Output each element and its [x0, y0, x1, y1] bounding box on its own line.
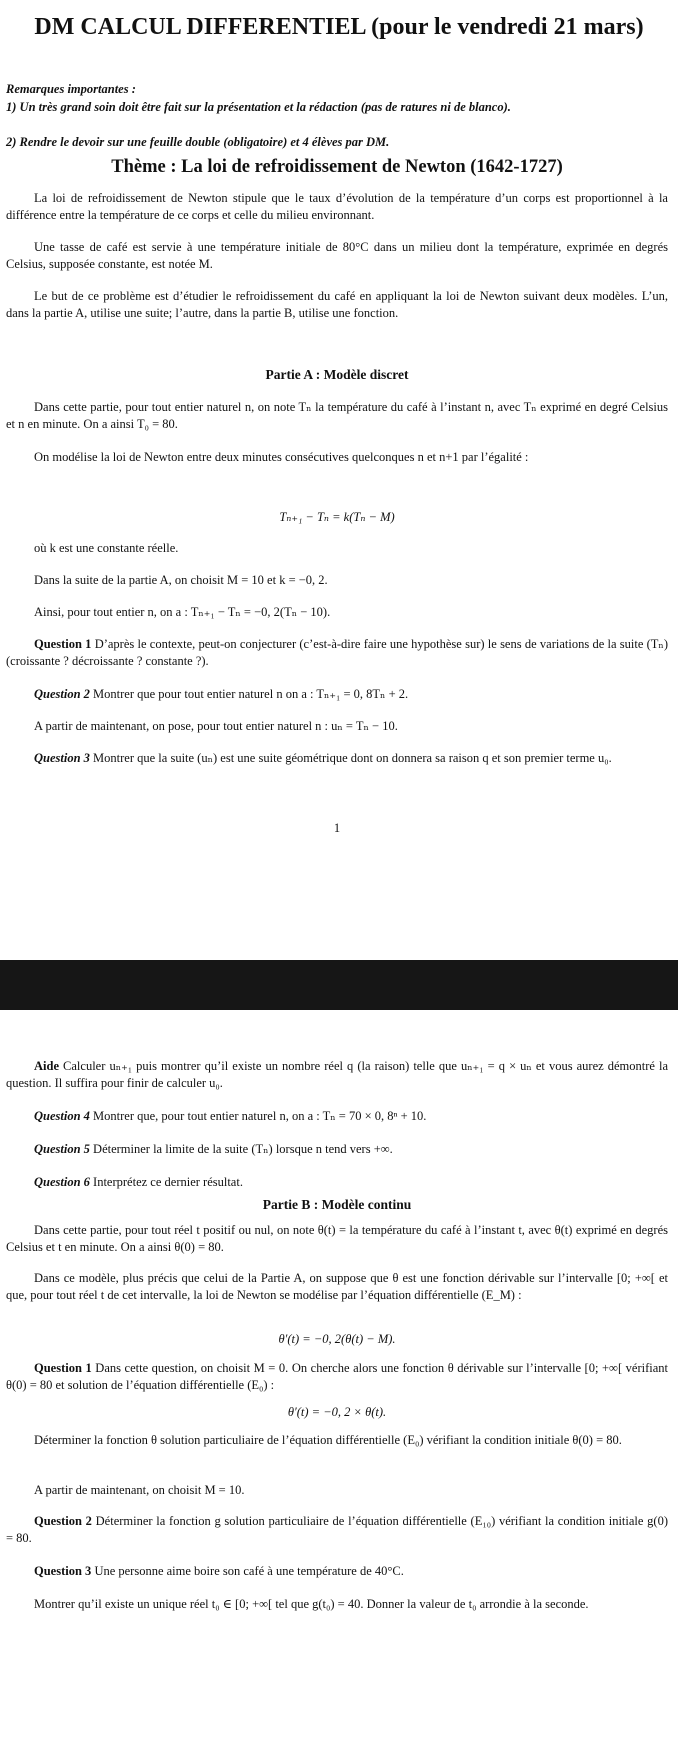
part-a-question-5	[6, 1141, 668, 1158]
part-a-paragraph-3: où k est une constante réelle.	[34, 541, 179, 555]
question-label: Question 4	[34, 1109, 90, 1123]
question-text: D’après le contexte, peut-on conjecturer (c’est-à-dire faire une hypothèse sur) le sens de variations de la suite (Tₙ) (croissante ? décroissante ? constante ?).	[6, 637, 668, 669]
part-a-paragraph-1: Dans cette partie, pour tout entier naturel n, on note Tₙ la température du café à l’instant n, avec Tₙ exprimé en degré Celsius et n en minute. On a ainsi T₀ = 80.	[6, 400, 668, 432]
part-b-question-3	[6, 1563, 668, 1580]
part-b-question-2	[6, 1513, 668, 1548]
part-a-recurrence-equation: Tₙ₊₁ − Tₙ = k(Tₙ − M)	[279, 510, 395, 524]
remarks-heading: Remarques importantes :	[6, 82, 136, 96]
part-b-paragraph-1: Dans cette partie, pour tout réel t positif ou nul, on note θ(t) = la température du café à l’instant t, avec θ(t) exprimé en degrés Celsius et t en minute. On a ainsi θ(0) = 80.	[6, 1223, 668, 1255]
part-b-heading: Partie B : Modèle continu	[262, 1197, 412, 1212]
part-a-paragraph-5: Ainsi, pour tout entier n, on a : Tₙ₊₁ − Tₙ = −0, 2(Tₙ − 10).	[34, 605, 331, 619]
page-2	[0, 1010, 678, 1755]
part-b-paragraph-5: Montrer qu’il existe un unique réel t₀ ∈ [0; +∞[ tel que g(t₀) = 40. Donner la valeur de t₀ arrondie à la seconde.	[34, 1597, 589, 1611]
part-a-question-1	[6, 636, 668, 671]
question-text: Interprétez ce dernier résultat.	[89, 1175, 243, 1189]
question-text: Montrer que pour tout entier naturel n on a : Tₙ₊₁ = 0, 8Tₙ + 2.	[89, 687, 409, 701]
aide-text: Calculer uₙ₊₁ puis montrer qu’il existe un nombre réel q (la raison) telle que uₙ₊₁ = q × uₙ et vous aurez démontré la question. Il suffira pour finir de calculer u₀.	[6, 1059, 668, 1091]
question-text: Déterminer la limite de la suite (Tₙ) lorsque n tend vers +∞.	[89, 1142, 393, 1156]
page-number: 1	[333, 821, 341, 835]
part-b-question-1	[6, 1360, 668, 1395]
part-a-question-2	[6, 686, 668, 703]
question-text: Montrer que la suite (uₙ) est une suite géométrique dont on donnera sa raison q et son premier terme u₀.	[89, 751, 612, 765]
part-b-paragraph-3: Déterminer la fonction θ solution particuliaire de l’équation différentielle (E₀) vérifiant la condition initiale θ(0) = 80.	[34, 1433, 622, 1447]
intro-paragraph-3: Le but de ce problème est d’étudier le refroidissement du café en appliquant la loi de Newton suivant deux modèles. L’un, dans la partie A, utilise une suite; l’autre, dans la partie B, utilise une fonction.	[6, 289, 668, 321]
question-label: Question 6	[34, 1175, 90, 1189]
aide-label: Aide	[34, 1059, 59, 1073]
question-label: Question 1	[34, 1361, 92, 1375]
part-b-paragraph-4: A partir de maintenant, on choisit M = 10.	[34, 1483, 245, 1497]
remark-1: 1) Un très grand soin doit être fait sur la présentation et la rédaction (pas de ratures ni de blanco).	[6, 100, 511, 114]
question-text: Montrer que, pour tout entier naturel n, on a : Tₙ = 70 × 0, 8ⁿ + 10.	[89, 1109, 427, 1123]
remark-2: 2) Rendre le devoir sur une feuille double (obligatoire) et 4 élèves par DM.	[6, 135, 390, 149]
question-label: Question 5	[34, 1142, 90, 1156]
question-label: Question 2	[34, 1514, 92, 1528]
part-a-question-4	[6, 1108, 668, 1125]
part-a-paragraph-2: On modélise la loi de Newton entre deux minutes consécutives quelconques n et n+1 par l’égalité :	[34, 450, 529, 464]
part-b-differential-equation-e0: θ′(t) = −0, 2 × θ(t).	[287, 1405, 387, 1419]
part-b-paragraph-2: Dans ce modèle, plus précis que celui de la Partie A, on suppose que θ est une fonction dérivable sur l’intervalle [0; +∞[ et que, pour tout réel t de cet intervalle, la loi de Newton se modélise par l’équation différentielle (E_M) :	[6, 1271, 668, 1303]
question-label: Question 1	[34, 637, 92, 651]
part-a-question-3	[6, 750, 668, 767]
question-text: Une personne aime boire son café à une température de 40°C.	[91, 1564, 404, 1578]
theme-heading: Thème : La loi de refroidissement de Newton (1642-1727)	[111, 157, 563, 177]
part-a-question-6	[6, 1174, 668, 1191]
page-separator	[0, 960, 678, 1010]
question-label: Question 3	[34, 1564, 92, 1578]
intro-paragraph-1: La loi de refroidissement de Newton stipule que le taux d’évolution de la température d’un corps est proportionnel à la différence entre la température de ce corps et celle du milieu environnant.	[6, 191, 668, 223]
part-a-paragraph-6: A partir de maintenant, on pose, pour tout entier naturel n : uₙ = Tₙ − 10.	[34, 719, 398, 733]
part-b-differential-equation-em: θ′(t) = −0, 2(θ(t) − M).	[278, 1332, 396, 1346]
question-label: Question 2	[34, 687, 90, 701]
intro-paragraph-2: Une tasse de café est servie à une température initiale de 80°C dans un milieu dont la température, exprimée en degrés Celsius, supposée constante, est notée M.	[6, 240, 668, 272]
question-text: Déterminer la fonction g solution particuliaire de l’équation différentielle (E₁₀) vérifiant la condition initiale g(0) = 80.	[6, 1514, 669, 1546]
question-text: Dans cette question, on choisit M = 0. On cherche alors une fonction θ dérivable sur l’intervalle [0; +∞[ vérifiant θ(0) = 80 et solution de l’équation différentielle (E₀) :	[6, 1361, 668, 1393]
document-title: DM CALCUL DIFFERENTIEL (pour le vendredi 21 mars)	[34, 14, 644, 40]
part-a-heading: Partie A : Modèle discret	[265, 367, 409, 382]
aide-paragraph	[6, 1058, 668, 1093]
part-a-paragraph-4: Dans la suite de la partie A, on choisit M = 10 et k = −0, 2.	[34, 573, 328, 587]
question-label: Question 3	[34, 751, 90, 765]
